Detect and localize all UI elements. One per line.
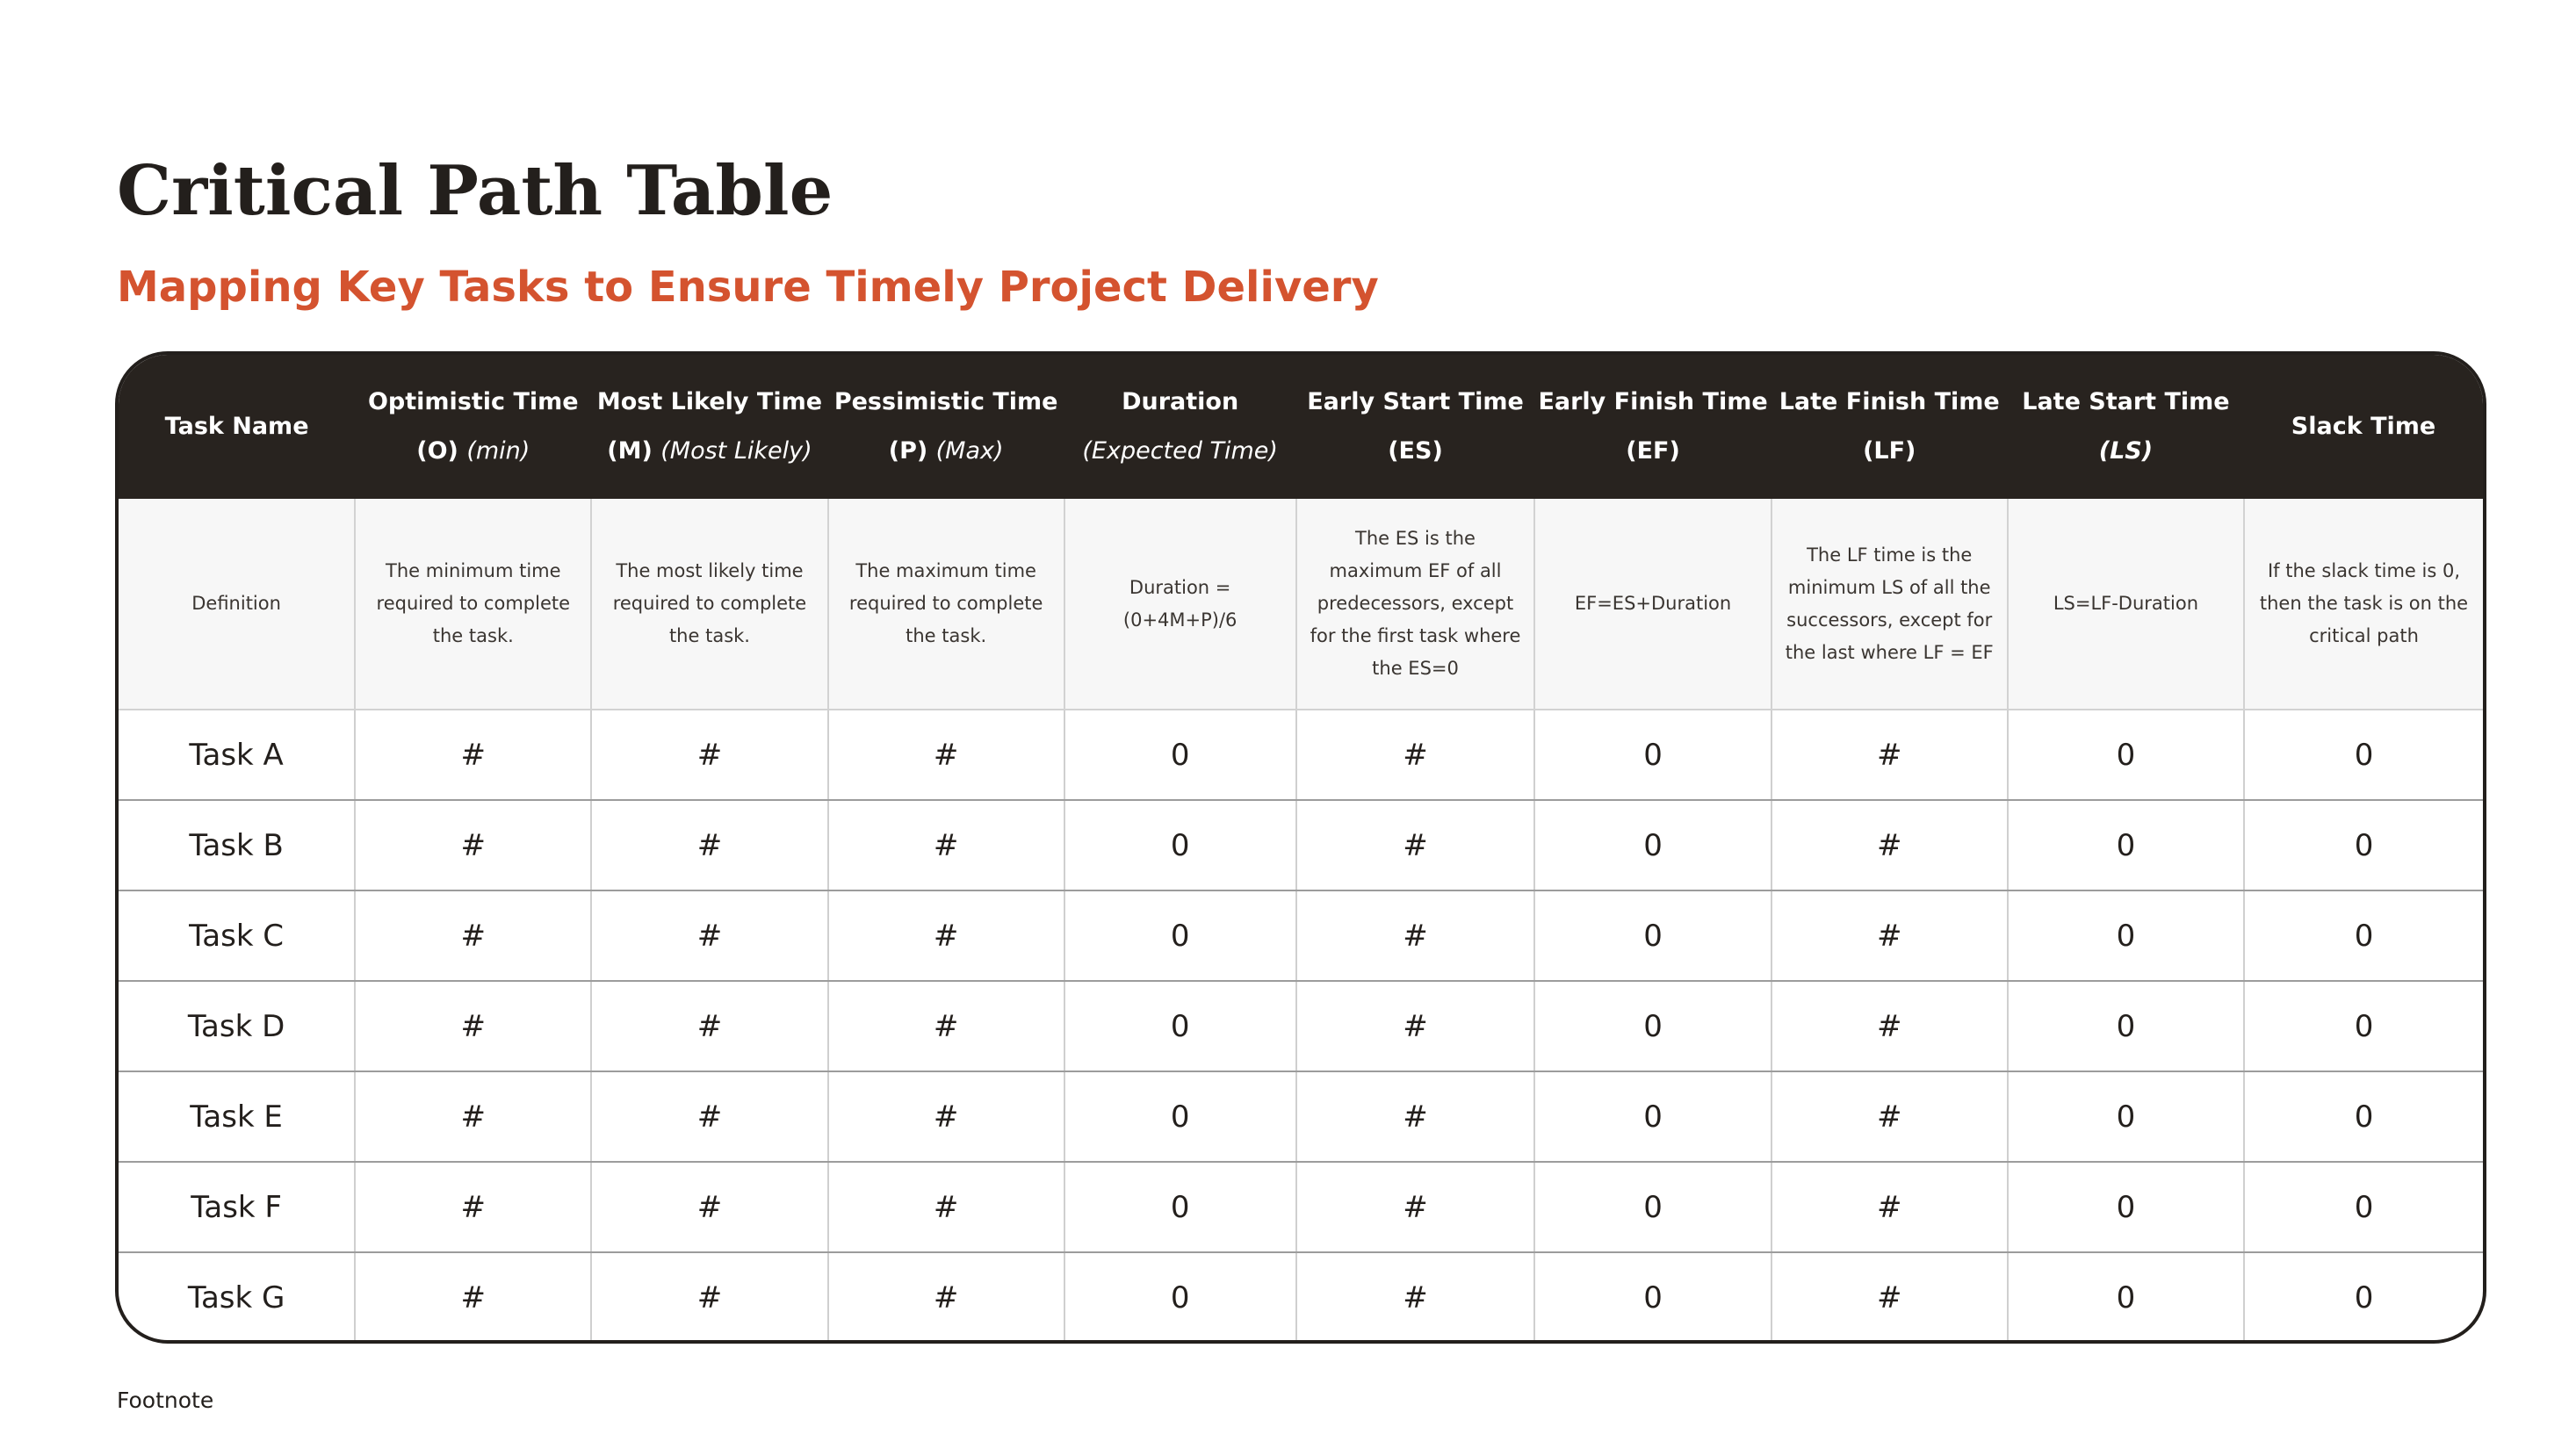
header-slack-time (2244, 355, 2483, 499)
footnote: Footnote (117, 1388, 214, 1413)
header-optimistic-time (355, 355, 591, 499)
table-cell: # (1771, 710, 2008, 800)
table-cell: # (828, 1162, 1064, 1252)
table-row (119, 710, 2483, 800)
table-row (119, 1252, 2483, 1343)
table-cell: 0 (2008, 1252, 2244, 1343)
table-cell: # (828, 1252, 1064, 1343)
definition-label: Definition (119, 499, 355, 710)
table-cell: 0 (1534, 800, 1771, 890)
header-late-finish-time (1771, 355, 2008, 499)
table-cell: # (828, 981, 1064, 1071)
header-unit: (min) (466, 437, 530, 465)
header-abbrev: (P) (888, 437, 928, 465)
task-rows (119, 710, 2483, 1343)
task-name-cell: Task F (119, 1162, 355, 1252)
table-cell: 0 (2008, 890, 2244, 981)
table-cell: # (591, 1071, 827, 1162)
definition-cell: The ES is the maximum EF of all predecessors, except for the first task where the ES=0 (1296, 499, 1535, 710)
header-abbrev: (M) (607, 437, 653, 465)
table-cell: # (828, 710, 1064, 800)
table-cell: 0 (2008, 1162, 2244, 1252)
header-row (119, 355, 2483, 499)
table (119, 355, 2483, 1343)
task-name-cell: Task A (119, 710, 355, 800)
table-row (119, 1162, 2483, 1252)
table-cell: 0 (1064, 981, 1296, 1071)
table-cell: 0 (2244, 981, 2483, 1071)
table-cell: # (591, 1252, 827, 1343)
table-cell: # (355, 1252, 591, 1343)
table-cell: 0 (1534, 710, 1771, 800)
table-cell: # (355, 710, 591, 800)
table-cell: 0 (2244, 1252, 2483, 1343)
table-cell: # (355, 800, 591, 890)
table-cell: # (1771, 890, 2008, 981)
header-label: Task Name (164, 413, 309, 440)
table-cell: # (828, 1071, 1064, 1162)
table-cell: # (591, 1162, 827, 1252)
header-unit: (Max) (935, 437, 1004, 465)
definition-cell: EF=ES+Duration (1534, 499, 1771, 710)
table-cell: # (828, 890, 1064, 981)
table-cell: 0 (2244, 1162, 2483, 1252)
table-cell: # (591, 800, 827, 890)
table-cell: # (1771, 981, 2008, 1071)
header-label: Early Finish Time (1538, 388, 1768, 415)
header-abbrev: (LF) (1863, 437, 1916, 465)
table-cell: 0 (1534, 981, 1771, 1071)
table-cell: 0 (1064, 1252, 1296, 1343)
table-cell: # (1296, 1162, 1535, 1252)
definition-row (119, 499, 2483, 710)
header-label: Pessimistic Time (833, 388, 1058, 415)
table-cell: 0 (2244, 890, 2483, 981)
table-cell: 0 (2244, 1071, 2483, 1162)
table-cell: 0 (2008, 981, 2244, 1071)
header-late-start-time (2008, 355, 2244, 499)
table-cell: 0 (2008, 800, 2244, 890)
header-label: Most Likely Time (596, 388, 823, 415)
definition-cell: The minimum time required to complete the task. (355, 499, 591, 710)
table-cell: # (355, 1162, 591, 1252)
table-cell: # (1296, 981, 1535, 1071)
header-unit: (Expected Time) (1082, 437, 1278, 465)
definition-cell: The maximum time required to complete the task. (828, 499, 1064, 710)
header-label: Optimistic Time (367, 388, 579, 415)
critical-path-table (115, 351, 2486, 1344)
table-cell: 0 (1064, 710, 1296, 800)
task-name-cell: Task G (187, 1280, 285, 1316)
table-cell: # (591, 981, 827, 1071)
table-cell: 0 (1064, 890, 1296, 981)
table-cell: # (591, 890, 827, 981)
table-cell: 0 (2244, 800, 2483, 890)
table-cell: 0 (1534, 1071, 1771, 1162)
header-abbrev: (O) (416, 437, 458, 465)
header-early-finish-time (1534, 355, 1771, 499)
header-duration (1064, 355, 1296, 499)
table-cell: # (1771, 800, 2008, 890)
table-row (119, 1071, 2483, 1162)
table-cell: # (1296, 1252, 1535, 1343)
header-abbrev: (LS) (2098, 437, 2154, 465)
definition-cell: Duration = (0+4M+P)/6 (1064, 499, 1296, 710)
table-cell: # (355, 1071, 591, 1162)
table-row (119, 890, 2483, 981)
task-name-cell: Task C (119, 890, 355, 981)
header-label: Late Finish Time (1779, 388, 2000, 415)
table-cell: # (1296, 710, 1535, 800)
task-name-cell: Task E (119, 1071, 355, 1162)
header-most-likely-time (591, 355, 827, 499)
header-abbrev: (ES) (1388, 437, 1443, 465)
page-subtitle: Mapping Key Tasks to Ensure Timely Project Delivery (117, 263, 1379, 312)
table-cell: 0 (1064, 800, 1296, 890)
header-pessimistic-time (828, 355, 1064, 499)
table-cell: 0 (1534, 1162, 1771, 1252)
table-cell: 0 (1534, 890, 1771, 981)
table-cell: # (1771, 1071, 2008, 1162)
header-early-start-time (1296, 355, 1535, 499)
task-name-cell: Task B (119, 800, 355, 890)
header-label: Duration (1122, 388, 1239, 415)
definition-cell: If the slack time is 0, then the task is on the critical path (2244, 499, 2483, 710)
table-cell: 0 (2244, 710, 2483, 800)
table-cell: # (1296, 800, 1535, 890)
header-label: Late Start Time (2022, 388, 2230, 415)
table-cell: # (1296, 1071, 1535, 1162)
table-cell: 0 (2008, 710, 2244, 800)
table-cell: # (355, 890, 591, 981)
table-cell: 0 (1064, 1162, 1296, 1252)
header-unit: (Most Likely) (660, 437, 812, 465)
table-cell: # (1296, 890, 1535, 981)
definition-cell: The LF time is the minimum LS of all the successors, except for the last where LF = EF (1771, 499, 2008, 710)
table-cell: # (1771, 1162, 2008, 1252)
table-cell: # (591, 710, 827, 800)
table-row (119, 800, 2483, 890)
table-cell: 0 (1064, 1071, 1296, 1162)
header-label: Slack Time (2291, 413, 2436, 440)
page-title: Critical Path Table (117, 151, 833, 231)
header-task-name (119, 355, 355, 499)
definition-cell: The most likely time required to complete the task. (591, 499, 827, 710)
header-abbrev: (EF) (1626, 437, 1680, 465)
table-cell: # (355, 981, 591, 1071)
table-cell: 0 (2008, 1071, 2244, 1162)
definition-cell: LS=LF-Duration (2008, 499, 2244, 710)
table-row (119, 981, 2483, 1071)
table-cell: 0 (1534, 1252, 1771, 1343)
header-label: Early Start Time (1307, 388, 1524, 415)
table-cell: # (1771, 1252, 2008, 1343)
table-cell: # (828, 800, 1064, 890)
task-name-cell: Task D (119, 981, 355, 1071)
